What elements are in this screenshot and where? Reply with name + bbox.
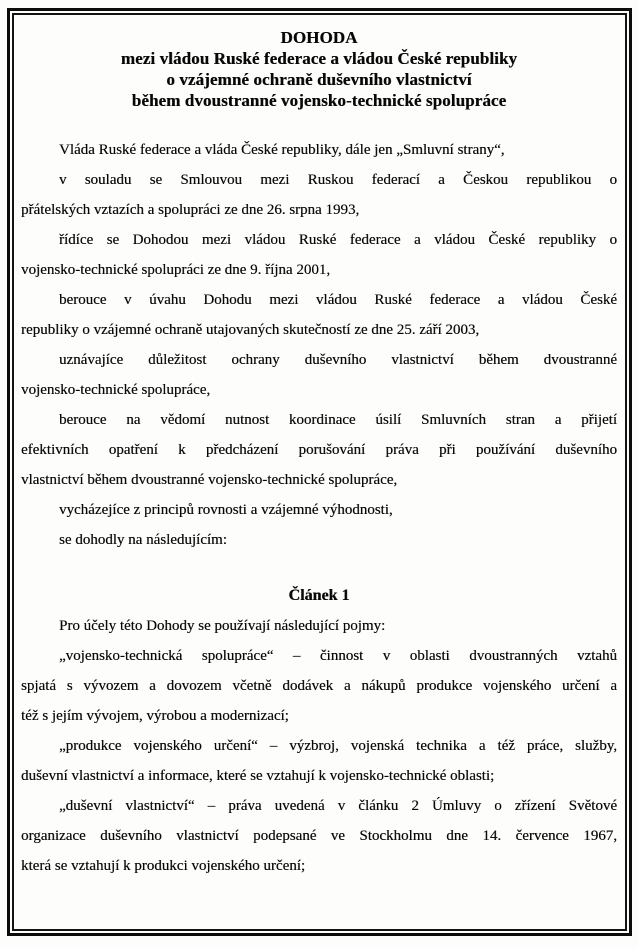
text-line: též s jejím vývojem, výrobou a modernizací; bbox=[21, 708, 289, 724]
text-line: spjatá s vývozem a dovozem včetně dodávek a nákupů produkce vojenského určení a bbox=[21, 678, 617, 694]
title-line: DOHODA bbox=[280, 28, 358, 47]
page-content bbox=[14, 15, 625, 929]
title-line: během dvoustranné vojensko-technické spolupráce bbox=[131, 91, 507, 110]
text-line: vlastnictví během dvoustranné vojensko-technické spolupráce, bbox=[21, 472, 398, 488]
title-line: mezi vládou Ruské federace a vládou České republiky bbox=[120, 49, 518, 68]
text-line: „vojensko-technická spolupráce“ – činnost v oblasti dvoustranných vztahů bbox=[59, 648, 617, 664]
article-heading: Článek 1 bbox=[288, 587, 350, 604]
page-border-outer bbox=[7, 8, 632, 936]
title-line: o vzájemné ochraně duševního vlastnictví bbox=[166, 70, 472, 89]
text-line: se dohodly na následujícím: bbox=[59, 532, 227, 548]
document-body bbox=[21, 135, 617, 881]
text-line: „duševní vlastnictví“ – práva uvedená v článku 2 Úmluvy o zřízení Světové bbox=[59, 798, 617, 814]
text-line: Pro účely této Dohody se používají následující pojmy: bbox=[59, 618, 386, 634]
text-line: uznávajíce důležitost ochrany duševního vlastnictví během dvoustranné bbox=[59, 352, 617, 368]
text-line: vojensko-technické spolupráci ze dne 9. října 2001, bbox=[21, 262, 331, 278]
text-line: berouce v úvahu Dohodu mezi vládou Ruské federace a vládou České bbox=[59, 292, 617, 308]
page-border-inner bbox=[12, 13, 627, 931]
text-line: „produkce vojenského určení“ – výzbroj, vojenská technika a též práce, služby, bbox=[59, 738, 617, 754]
text-line: Vláda Ruské federace a vláda České republiky, dále jen „Smluvní strany“, bbox=[59, 142, 505, 158]
title-block bbox=[21, 27, 617, 111]
text-line: řídíce se Dohodou mezi vládou Ruské federace a vládou České republiky o bbox=[59, 232, 617, 248]
text-line: organizace duševního vlastnictví podepsané ve Stockholmu dne 14. července 1967, bbox=[21, 828, 617, 844]
text-line: efektivních opatření k předcházení porušování práva při používání duševního bbox=[21, 442, 617, 458]
text-line: duševní vlastnictví a informace, které se vztahují k vojensko-technické oblasti; bbox=[21, 768, 495, 784]
text-line: v souladu se Smlouvou mezi Ruskou federací a Českou republikou o bbox=[59, 172, 617, 188]
text-line: vycházejíce z principů rovnosti a vzájemné výhodnosti, bbox=[59, 502, 393, 518]
text-line: republiky o vzájemné ochraně utajovaných skutečností ze dne 25. září 2003, bbox=[21, 322, 480, 338]
text-line: která se vztahují k produkci vojenského určení; bbox=[21, 858, 306, 874]
text-line: přátelských vztazích a spolupráci ze dne 26. srpna 1993, bbox=[21, 202, 360, 218]
text-line: vojensko-technické spolupráce, bbox=[21, 382, 211, 398]
text-line: berouce na vědomí nutnost koordinace úsilí Smluvních stran a přijetí bbox=[59, 412, 617, 428]
